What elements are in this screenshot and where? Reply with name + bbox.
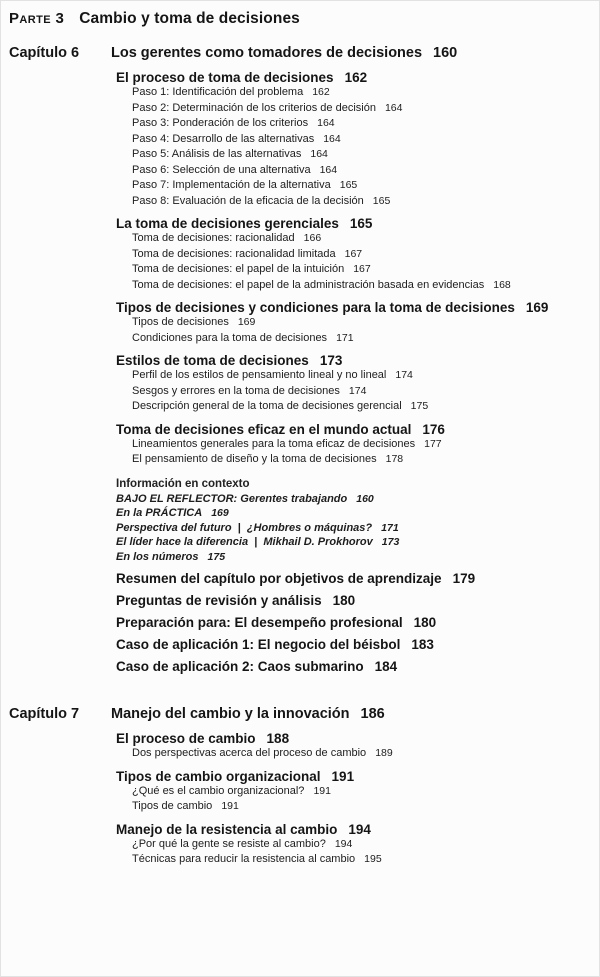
entry-page-number: 164	[310, 148, 328, 160]
entry-page-number: 194	[334, 837, 353, 850]
chapter-page-number: 160	[433, 45, 458, 61]
chapter-heading	[9, 705, 589, 724]
entry-page-number: 164	[323, 132, 341, 145]
entry-title: Paso 3: Ponderación de los criterios	[132, 117, 309, 129]
entry-title: Lineamientos generales para la toma eficaz de decisiones	[132, 437, 416, 450]
toc-entry	[116, 477, 589, 492]
toc-entry	[116, 659, 589, 674]
toc-entry	[132, 247, 589, 263]
entry-page-number: 191	[331, 768, 355, 784]
toc-entry	[116, 422, 589, 437]
chapter-label: Capítulo 6	[9, 45, 80, 61]
toc-entry	[116, 506, 589, 521]
entry-title: Paso 5: Análisis de las alternativas	[132, 148, 302, 160]
entry-page-number: 164	[384, 101, 403, 114]
entry-page-number: 173	[381, 536, 400, 548]
entry-title: El pensamiento de diseño y la toma de decisiones	[132, 453, 377, 465]
entry-title: Toma de decisiones: racionalidad	[132, 232, 295, 244]
toc-entry	[132, 194, 589, 210]
toc-entry	[116, 300, 589, 315]
toc-entry	[116, 593, 589, 608]
toc-entry	[132, 852, 589, 868]
toc-entry	[132, 331, 589, 347]
chapter-title: Manejo del cambio y la innovación	[111, 706, 350, 722]
entry-title: Paso 2: Determinación de los criterios de decisión	[132, 101, 376, 114]
entry-page-number: 180	[413, 615, 437, 630]
entry-page-number: 165	[339, 179, 358, 191]
entry-title: Descripción general de la toma de decisiones gerencial	[132, 400, 402, 412]
entry-page-number: 169	[211, 507, 229, 519]
entry-page-number: 164	[317, 117, 335, 129]
toc-entry	[132, 85, 589, 101]
entry-title: El proceso de cambio	[116, 731, 256, 746]
entry-title: En los números	[116, 550, 199, 563]
entry-title: Toma de decisiones eficaz en el mundo actual	[116, 421, 412, 437]
entry-page-number: 173	[319, 353, 343, 368]
entry-page-number: 183	[411, 637, 434, 652]
toc-entry	[116, 353, 589, 368]
part-heading	[9, 10, 589, 28]
entry-page-number: 165	[372, 194, 391, 207]
entry-title: Condiciones para la toma de decisiones	[132, 331, 328, 344]
entry-title: Tipos de decisiones	[132, 316, 229, 328]
toc-entry	[132, 368, 589, 384]
entry-title: El líder hace la diferencia | Mikhail D. Prokhorov	[116, 536, 373, 548]
entry-title: Caso de aplicación 2: Caos submarino	[116, 659, 364, 674]
entry-title: Paso 4: Desarrollo de las alternativas	[132, 132, 315, 145]
part-label: Parte 3	[9, 10, 65, 27]
entry-page-number: 191	[313, 784, 331, 797]
entry-page-number: 188	[266, 731, 290, 746]
entry-page-number: 171	[381, 521, 399, 534]
chapter-label: Capítulo 7	[9, 706, 80, 722]
entry-title: Paso 7: Implementación de la alternativa	[132, 179, 331, 191]
entry-title: Tipos de cambio organizacional	[116, 768, 321, 784]
entry-title: La toma de decisiones gerenciales	[116, 216, 339, 231]
entry-title: BAJO EL REFLECTOR: Gerentes trabajando	[116, 492, 348, 505]
entry-title: Toma de decisiones: el papel de la administración basada en evidencias	[132, 278, 485, 291]
entry-title: Resumen del capítulo por objetivos de aprendizaje	[116, 571, 442, 586]
toc-entry	[132, 746, 589, 762]
entry-page-number: 171	[336, 331, 354, 344]
chapter-2	[9, 705, 589, 868]
toc-entry	[132, 437, 589, 453]
entry-title: Preparación para: El desempeño profesional	[116, 615, 403, 630]
entry-page-number: 165	[349, 216, 373, 231]
entry-title: Tipos de cambio	[132, 800, 213, 812]
entry-title: Paso 1: Identificación del problema	[132, 86, 304, 98]
toc-entry	[132, 278, 589, 294]
entry-title: Tipos de decisiones y condiciones para la toma de decisiones	[116, 300, 515, 315]
toc-entry	[132, 837, 589, 853]
toc-entry	[132, 101, 589, 117]
toc-entry	[116, 571, 589, 586]
entry-title: Manejo de la resistencia al cambio	[116, 821, 338, 837]
toc-entry	[116, 492, 589, 507]
toc-entry	[116, 769, 589, 784]
entry-page-number: 166	[303, 232, 322, 244]
toc-entry	[132, 132, 589, 148]
entry-title: Sesgos y errores en la toma de decisiones	[132, 384, 340, 397]
chapter-1	[9, 44, 589, 674]
entry-page-number: 169	[237, 316, 256, 328]
entry-title: ¿Qué es el cambio organizacional?	[132, 784, 305, 797]
entry-page-number: 180	[332, 593, 356, 608]
toc-entry	[132, 384, 589, 400]
entry-page-number: 174	[395, 369, 413, 381]
entry-page-number: 167	[344, 247, 363, 260]
entry-title: Caso de aplicación 1: El negocio del béisbol	[116, 637, 401, 652]
entry-page-number: 179	[452, 571, 476, 586]
entry-title: Dos perspectivas acerca del proceso de cambio	[132, 747, 367, 759]
entry-title: El proceso de toma de decisiones	[116, 70, 334, 85]
entry-title: Toma de decisiones: el papel de la intuición	[132, 263, 345, 275]
toc-entry	[116, 216, 589, 231]
toc-entry	[116, 731, 589, 746]
entry-title: Estilos de toma de decisiones	[116, 353, 309, 368]
entry-title: Paso 6: Selección de una alternativa	[132, 163, 311, 176]
toc-entry	[132, 178, 589, 194]
entry-page-number: 167	[353, 263, 371, 275]
toc-entry	[132, 799, 589, 815]
toc-entry	[116, 615, 589, 630]
toc-entry	[132, 262, 589, 278]
toc-entry	[132, 231, 589, 247]
entry-title: Toma de decisiones: racionalidad limitada	[132, 247, 336, 260]
entry-page-number: 175	[410, 400, 429, 412]
entry-title: Información en contexto	[116, 477, 250, 490]
toc-entry	[132, 116, 589, 132]
entry-page-number: 177	[424, 437, 442, 450]
entry-page-number: 175	[207, 550, 226, 563]
entry-page-number: 195	[364, 853, 382, 865]
entry-page-number: 184	[374, 659, 398, 674]
entry-page-number: 191	[221, 800, 239, 812]
toc-entry	[116, 637, 589, 652]
entry-page-number: 168	[493, 278, 511, 291]
toc-entry	[116, 521, 589, 536]
toc-entry	[132, 452, 589, 468]
toc-entry	[132, 315, 589, 331]
chapter-page-number: 186	[360, 706, 385, 722]
toc-entry	[132, 147, 589, 163]
entry-title: ¿Por qué la gente se resiste al cambio?	[132, 837, 326, 850]
entry-list	[116, 70, 589, 674]
toc-entry	[116, 70, 589, 85]
entry-page-number: 174	[348, 384, 367, 397]
chapter-title: Los gerentes como tomadores de decisiones	[111, 45, 423, 61]
toc-entry	[132, 784, 589, 800]
chapter-heading	[9, 44, 589, 63]
entry-page-number: 160	[356, 492, 374, 505]
toc-entry	[116, 550, 589, 565]
entry-page-number: 178	[385, 453, 404, 465]
entry-page-number: 169	[525, 300, 549, 315]
entry-title: Técnicas para reducir la resistencia al cambio	[132, 853, 356, 865]
entry-page-number: 162	[312, 86, 330, 98]
entry-page-number: 176	[422, 421, 445, 437]
entry-title: Perfil de los estilos de pensamiento lineal y no lineal	[132, 369, 387, 381]
toc-entry	[116, 535, 589, 550]
entry-title: Paso 8: Evaluación de la eficacia de la decisión	[132, 194, 364, 207]
entry-page-number: 189	[375, 747, 393, 759]
entry-title: En la PRÁCTICA	[116, 507, 203, 519]
entry-title: Preguntas de revisión y análisis	[116, 593, 322, 608]
entry-page-number: 162	[344, 70, 368, 85]
entry-page-number: 194	[348, 821, 371, 837]
chapters	[9, 44, 589, 868]
part-title: Cambio y toma de decisiones	[79, 10, 300, 27]
toc-entry	[116, 822, 589, 837]
entry-page-number: 164	[319, 163, 338, 176]
entry-title: Perspectiva del futuro | ¿Hombres o máquinas?	[116, 521, 373, 534]
toc-entry	[132, 399, 589, 415]
toc-entry	[132, 163, 589, 179]
entry-list	[116, 731, 589, 868]
